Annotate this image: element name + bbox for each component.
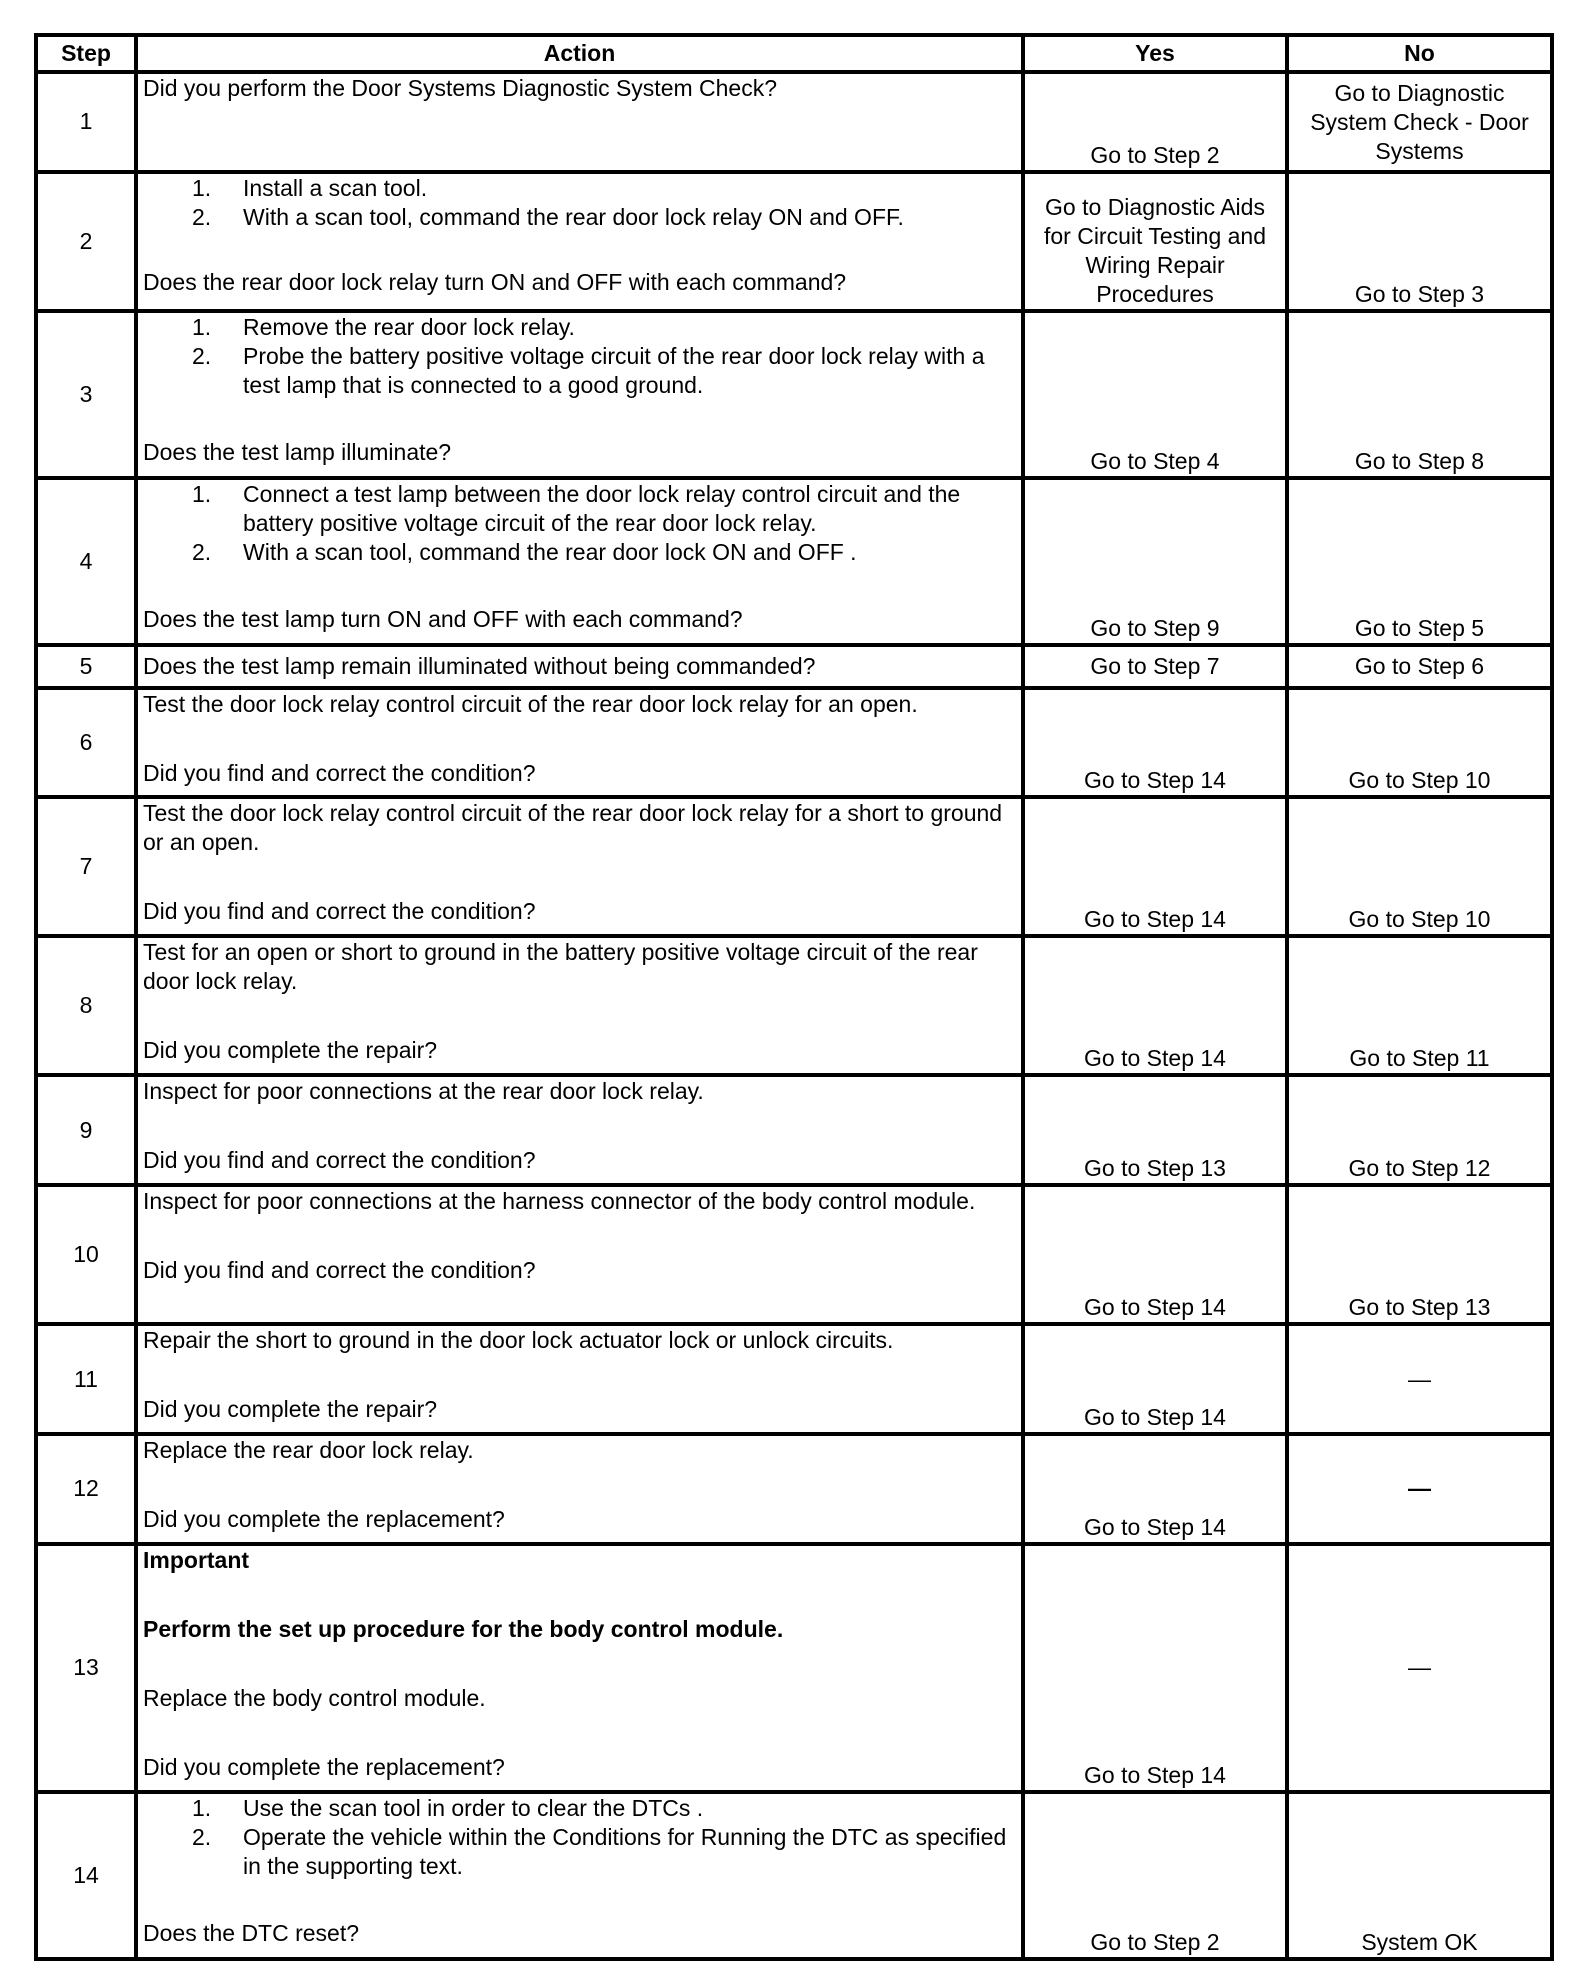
table-row <box>36 936 1552 1075</box>
action-text: Test for an open or short to ground in the battery positive voltage circuit of the rear door lock relay. <box>143 939 978 995</box>
step-number: 3 <box>36 311 136 478</box>
header-row <box>36 35 1552 72</box>
instruction-text: Operate the vehicle within the Conditions for Running the DTC as specified in the supporting text. <box>243 1823 1007 1879</box>
list-item: 1. Use the scan tool in order to clear the DTCs . <box>192 1794 704 1821</box>
action-question: Did you complete the replacement? <box>143 1753 505 1780</box>
action-cell <box>136 478 1023 645</box>
table-row <box>36 72 1552 172</box>
important-text: Perform the set up procedure for the body control module. <box>143 1615 784 1642</box>
yes-cell: Go to Step 14 <box>1023 1544 1287 1792</box>
action-text: Repair the short to ground in the door lock actuator lock or unlock circuits. <box>143 1327 894 1354</box>
yes-cell: Go to Step 14 <box>1023 797 1287 936</box>
step-number: 7 <box>36 797 136 936</box>
yes-cell: Go to Step 2 <box>1023 1792 1287 1959</box>
action-text: Did you perform the Door Systems Diagnostic System Check? <box>143 75 778 101</box>
diagnostic-table <box>34 33 1554 1961</box>
no-cell: System OK <box>1287 1792 1552 1959</box>
yes-cell: Go to Step 13 <box>1023 1075 1287 1185</box>
action-text: Does the test lamp remain illuminated without being commanded? <box>143 652 816 679</box>
no-cell: Go to Step 11 <box>1287 936 1552 1075</box>
action-cell <box>136 645 1023 687</box>
action-question: Did you complete the replacement? <box>143 1506 505 1533</box>
action-cell <box>136 688 1023 798</box>
no-cell: Go to Step 3 <box>1287 172 1552 311</box>
table-row <box>36 311 1552 478</box>
instruction-text: Connect a test lamp between the door lock relay control circuit and the battery positive voltage circuit of the rear door lock relay. <box>243 481 961 536</box>
action-cell <box>136 1324 1023 1434</box>
no-cell: Go to Diagnostic System Check - Door Systems <box>1287 72 1552 172</box>
header-action: Action <box>136 35 1023 72</box>
action-cell <box>136 172 1023 311</box>
step-number: 11 <box>36 1324 136 1434</box>
yes-cell: Go to Step 14 <box>1023 1434 1287 1544</box>
table-row <box>36 1075 1552 1185</box>
header-step: Step <box>36 35 136 72</box>
no-cell: Go to Step 6 <box>1287 645 1552 687</box>
no-cell: Go to Step 10 <box>1287 688 1552 798</box>
action-question: Did you find and correct the condition? <box>143 759 536 786</box>
table-row <box>36 645 1552 687</box>
action-question: Does the DTC reset? <box>143 1919 360 1946</box>
step-number: 8 <box>36 936 136 1075</box>
action-cell <box>136 936 1023 1075</box>
action-question: Did you find and correct the condition? <box>143 1147 536 1174</box>
list-item: 2. With a scan tool, command the rear door lock ON and OFF . <box>192 539 857 565</box>
yes-cell: Go to Step 7 <box>1023 645 1287 687</box>
step-number: 10 <box>36 1185 136 1324</box>
instruction-text: Remove the rear door lock relay. <box>243 313 575 340</box>
action-cell <box>136 1075 1023 1185</box>
yes-cell: Go to Step 14 <box>1023 1324 1287 1434</box>
step-number: 4 <box>36 478 136 645</box>
instruction-list <box>143 174 1016 232</box>
table-row <box>36 1544 1552 1792</box>
step-number: 9 <box>36 1075 136 1185</box>
instruction-list <box>143 480 1016 567</box>
table-row <box>36 688 1552 798</box>
table-row <box>36 1324 1552 1434</box>
step-number: 5 <box>36 645 136 687</box>
action-question: Did you find and correct the condition? <box>143 898 536 925</box>
step-number: 6 <box>36 688 136 798</box>
yes-cell: Go to Step 9 <box>1023 478 1287 645</box>
no-cell: Go to Step 5 <box>1287 478 1552 645</box>
action-text: Inspect for poor connections at the harness connector of the body control module. <box>143 1188 976 1215</box>
no-cell: Go to Step 13 <box>1287 1185 1552 1324</box>
action-text: Test the door lock relay control circuit of the rear door lock relay for a short to ground or an open. <box>143 800 1003 856</box>
action-question: Does the test lamp illuminate? <box>143 438 452 465</box>
header-yes: Yes <box>1023 35 1287 72</box>
no-cell: Go to Step 12 <box>1287 1075 1552 1185</box>
step-number: 1 <box>36 72 136 172</box>
action-cell <box>136 797 1023 936</box>
no-cell: Go to Step 8 <box>1287 311 1552 478</box>
yes-cell: Go to Step 14 <box>1023 1185 1287 1324</box>
list-item: 2. Operate the vehicle within the Conditions for Running the DTC as specified in the supporting text. <box>192 1823 1007 1879</box>
important-label: Important <box>143 1546 250 1573</box>
action-question: Did you complete the repair? <box>143 1037 438 1064</box>
header-no: No <box>1287 35 1552 72</box>
instruction-text: With a scan tool, command the rear door lock ON and OFF . <box>243 539 857 565</box>
yes-cell: Go to Step 14 <box>1023 936 1287 1075</box>
no-cell: — <box>1287 1544 1552 1792</box>
table-row <box>36 1185 1552 1324</box>
instruction-list <box>143 1794 1016 1881</box>
yes-cell: Go to Step 4 <box>1023 311 1287 478</box>
yes-cell: Go to Diagnostic Aids for Circuit Testing and Wiring Repair Procedures <box>1023 172 1287 311</box>
action-cell <box>136 1185 1023 1324</box>
action-cell <box>136 72 1023 172</box>
action-question: Does the test lamp turn ON and OFF with each command? <box>143 606 743 632</box>
table-row <box>36 797 1552 936</box>
action-cell <box>136 1544 1023 1792</box>
action-question: Does the rear door lock relay turn ON and OFF with each command? <box>143 268 847 295</box>
action-question: Did you find and correct the condition? <box>143 1257 536 1284</box>
yes-cell: Go to Step 2 <box>1023 72 1287 172</box>
no-cell: Go to Step 10 <box>1287 797 1552 936</box>
action-cell <box>136 1792 1023 1959</box>
action-text: Replace the rear door lock relay. <box>143 1437 474 1464</box>
list-item: 1. Remove the rear door lock relay. <box>192 313 575 340</box>
list-item: 1. Install a scan tool. <box>192 174 428 201</box>
no-cell: — <box>1287 1434 1552 1544</box>
action-question: Did you complete the repair? <box>143 1396 438 1423</box>
list-item: 1. Connect a test lamp between the door lock relay control circuit and the battery positive voltage circuit of the rear door lock relay. <box>192 481 961 536</box>
instruction-text: Install a scan tool. <box>243 174 428 201</box>
table-row <box>36 1792 1552 1959</box>
instruction-list <box>143 313 1016 400</box>
instruction-text: With a scan tool, command the rear door lock relay ON and OFF. <box>243 203 904 230</box>
table-row <box>36 172 1552 311</box>
list-item: 2. Probe the battery positive voltage circuit of the rear door lock relay with a test lamp that is connected to a good ground. <box>192 342 985 398</box>
step-number: 2 <box>36 172 136 311</box>
instruction-text: Probe the battery positive voltage circuit of the rear door lock relay with a test lamp that is connected to a good ground. <box>243 342 985 398</box>
step-number: 12 <box>36 1434 136 1544</box>
no-cell: — <box>1287 1324 1552 1434</box>
action-cell <box>136 1434 1023 1544</box>
list-item: 2. With a scan tool, command the rear door lock relay ON and OFF. <box>192 203 904 230</box>
table-row <box>36 1434 1552 1544</box>
step-number: 13 <box>36 1544 136 1792</box>
action-cell <box>136 311 1023 478</box>
yes-cell: Go to Step 14 <box>1023 688 1287 798</box>
table-row <box>36 478 1552 645</box>
instruction-text: Use the scan tool in order to clear the DTCs . <box>243 1794 704 1821</box>
step-number: 14 <box>36 1792 136 1959</box>
action-text: Replace the body control module. <box>143 1684 486 1711</box>
action-text: Inspect for poor connections at the rear door lock relay. <box>143 1078 704 1105</box>
action-text: Test the door lock relay control circuit of the rear door lock relay for an open. <box>143 690 918 717</box>
